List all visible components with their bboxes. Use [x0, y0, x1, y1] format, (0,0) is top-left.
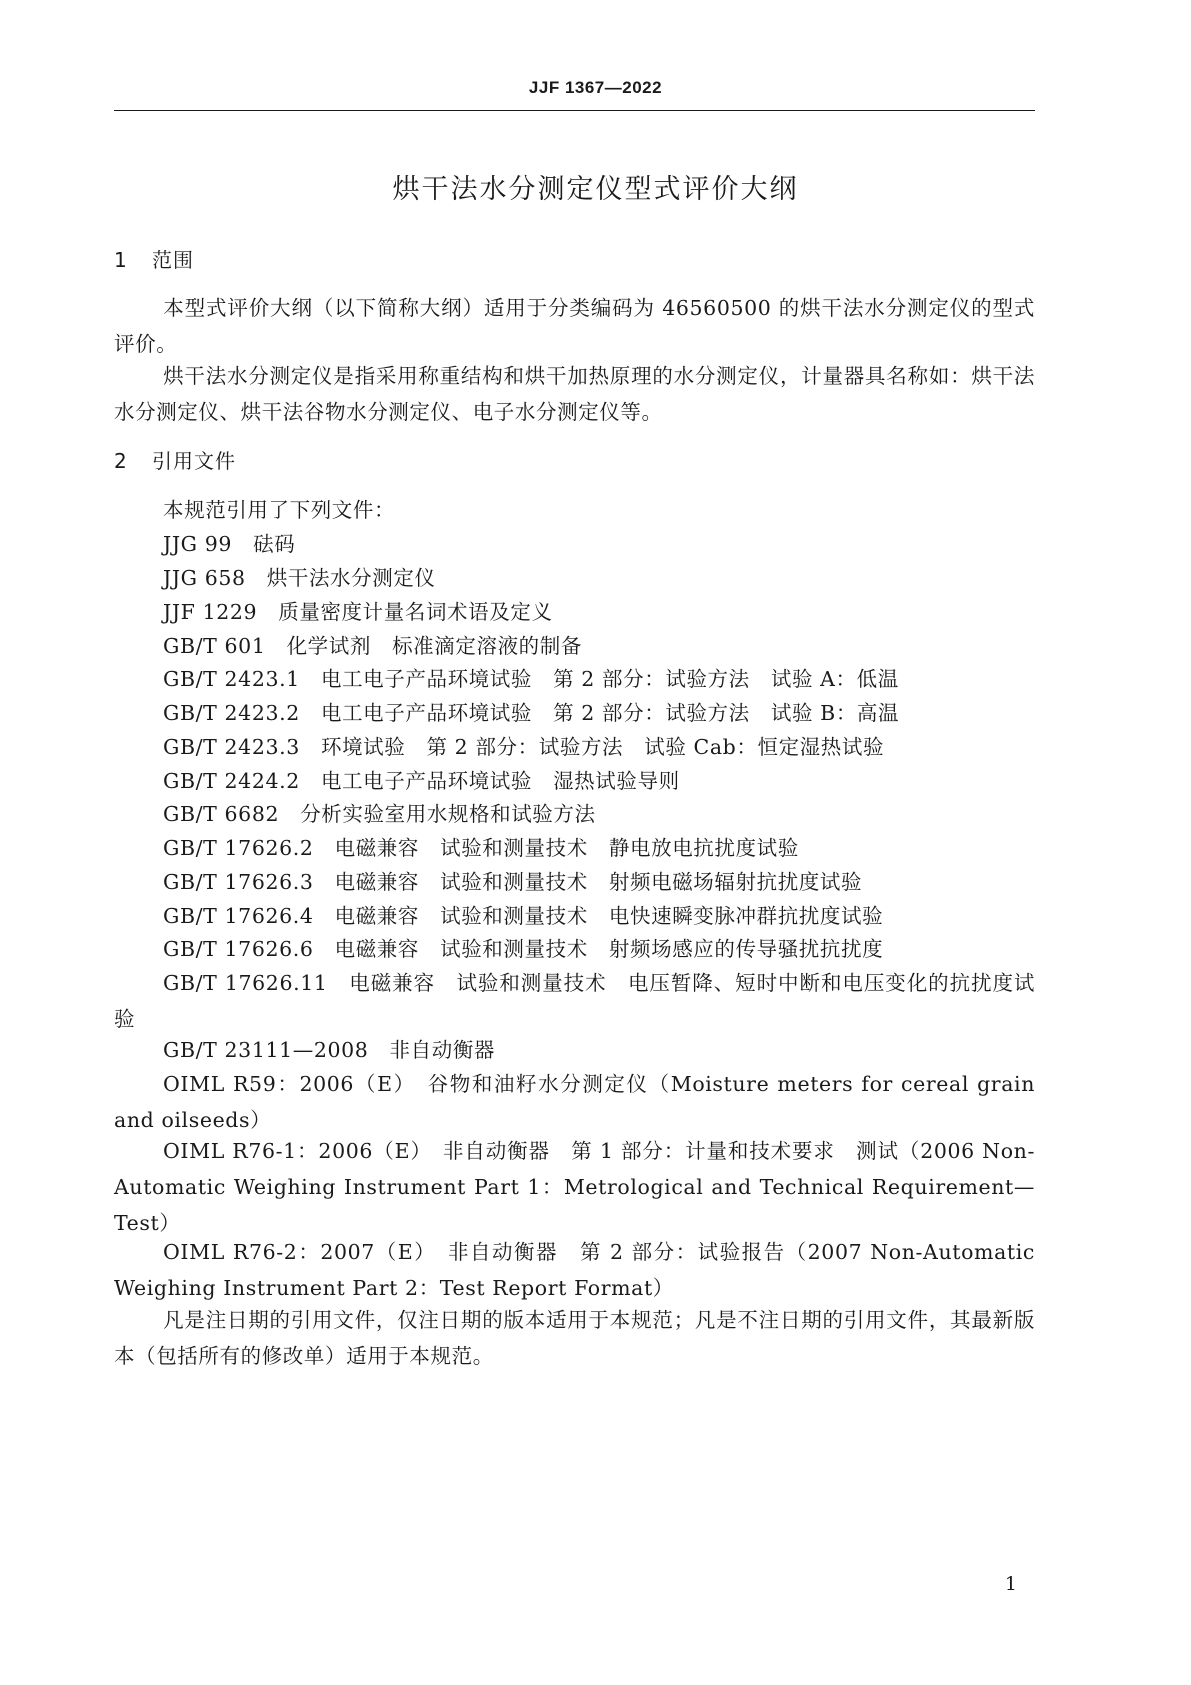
section-number: 1 — [114, 248, 128, 272]
reference-item: GB/T 2423.2 电工电子产品环境试验 第 2 部分：试验方法 试验 B：高温 — [163, 701, 900, 725]
reference-item-wrapped: OIML R59：2006（E） 谷物和油籽水分测定仪（Moisture meters for cereal grain and oilseeds） — [114, 1072, 1035, 1132]
reference-item: GB/T 17626.2 电磁兼容 试验和测量技术 静电放电抗扰度试验 — [163, 836, 799, 860]
section-heading-references — [114, 445, 236, 474]
reference-item: GB/T 23111—2008 非自动衡器 — [163, 1038, 496, 1062]
page-number: 1 — [1004, 1573, 1017, 1595]
section-number: 2 — [114, 449, 128, 473]
reference-item: GB/T 2424.2 电工电子产品环境试验 湿热试验导则 — [163, 769, 680, 793]
reference-item: GB/T 601 化学试剂 标准滴定溶液的制备 — [163, 634, 582, 658]
section-title: 范围 — [152, 248, 194, 272]
header-rule — [114, 110, 1035, 111]
reference-item: GB/T 6682 分析实验室用水规格和试验方法 — [163, 802, 596, 826]
reference-item: JJG 658 烘干法水分测定仪 — [163, 566, 436, 590]
header-code: JJF 1367—2022 — [528, 78, 663, 97]
document-title: 烘干法水分测定仪型式评价大纲 — [392, 174, 799, 205]
reference-item: JJG 99 砝码 — [163, 532, 296, 556]
reference-item: GB/T 2423.1 电工电子产品环境试验 第 2 部分：试验方法 试验 A：低温 — [163, 667, 899, 691]
scope-paragraph-1: 本型式评价大纲（以下简称大纲）适用于分类编码为 46560500 的烘干法水分测定仪的型式评价。 — [114, 296, 1035, 356]
reference-item: GB/T 17626.4 电磁兼容 试验和测量技术 电快速瞬变脉冲群抗扰度试验 — [163, 904, 884, 928]
reference-item: GB/T 2423.3 环境试验 第 2 部分：试验方法 试验 Cab：恒定湿热试验 — [163, 735, 885, 759]
reference-item-wrapped: OIML R76-1：2006（E） 非自动衡器 第 1 部分：计量和技术要求 测试（2006 Non-Automatic Weighing Instrument Part 1：Metrological and Technical Requirement—Test） — [114, 1139, 1035, 1235]
reference-item-wrapped: GB/T 17626.11 电磁兼容 试验和测量技术 电压暂降、短时中断和电压变化的抗扰度试验 — [114, 971, 1035, 1031]
references-closing-paragraph: 凡是注日期的引用文件，仅注日期的版本适用于本规范；凡是不注日期的引用文件，其最新版本（包括所有的修改单）适用于本规范。 — [114, 1308, 1035, 1368]
section-title: 引用文件 — [152, 449, 236, 473]
reference-item-wrapped: OIML R76-2：2007（E） 非自动衡器 第 2 部分：试验报告（2007 Non-Automatic Weighing Instrument Part 2：Test Report Format） — [114, 1240, 1035, 1300]
references-intro: 本规范引用了下列文件： — [163, 498, 396, 522]
reference-item: JJF 1229 质量密度计量名词术语及定义 — [163, 600, 553, 624]
scope-paragraph-2: 烘干法水分测定仪是指采用称重结构和烘干加热原理的水分测定仪，计量器具名称如：烘干法水分测定仪、烘干法谷物水分测定仪、电子水分测定仪等。 — [114, 364, 1035, 424]
reference-item: GB/T 17626.6 电磁兼容 试验和测量技术 射频场感应的传导骚扰抗扰度 — [163, 937, 884, 961]
section-heading-scope — [114, 244, 194, 273]
reference-item: GB/T 17626.3 电磁兼容 试验和测量技术 射频电磁场辐射抗扰度试验 — [163, 870, 863, 894]
